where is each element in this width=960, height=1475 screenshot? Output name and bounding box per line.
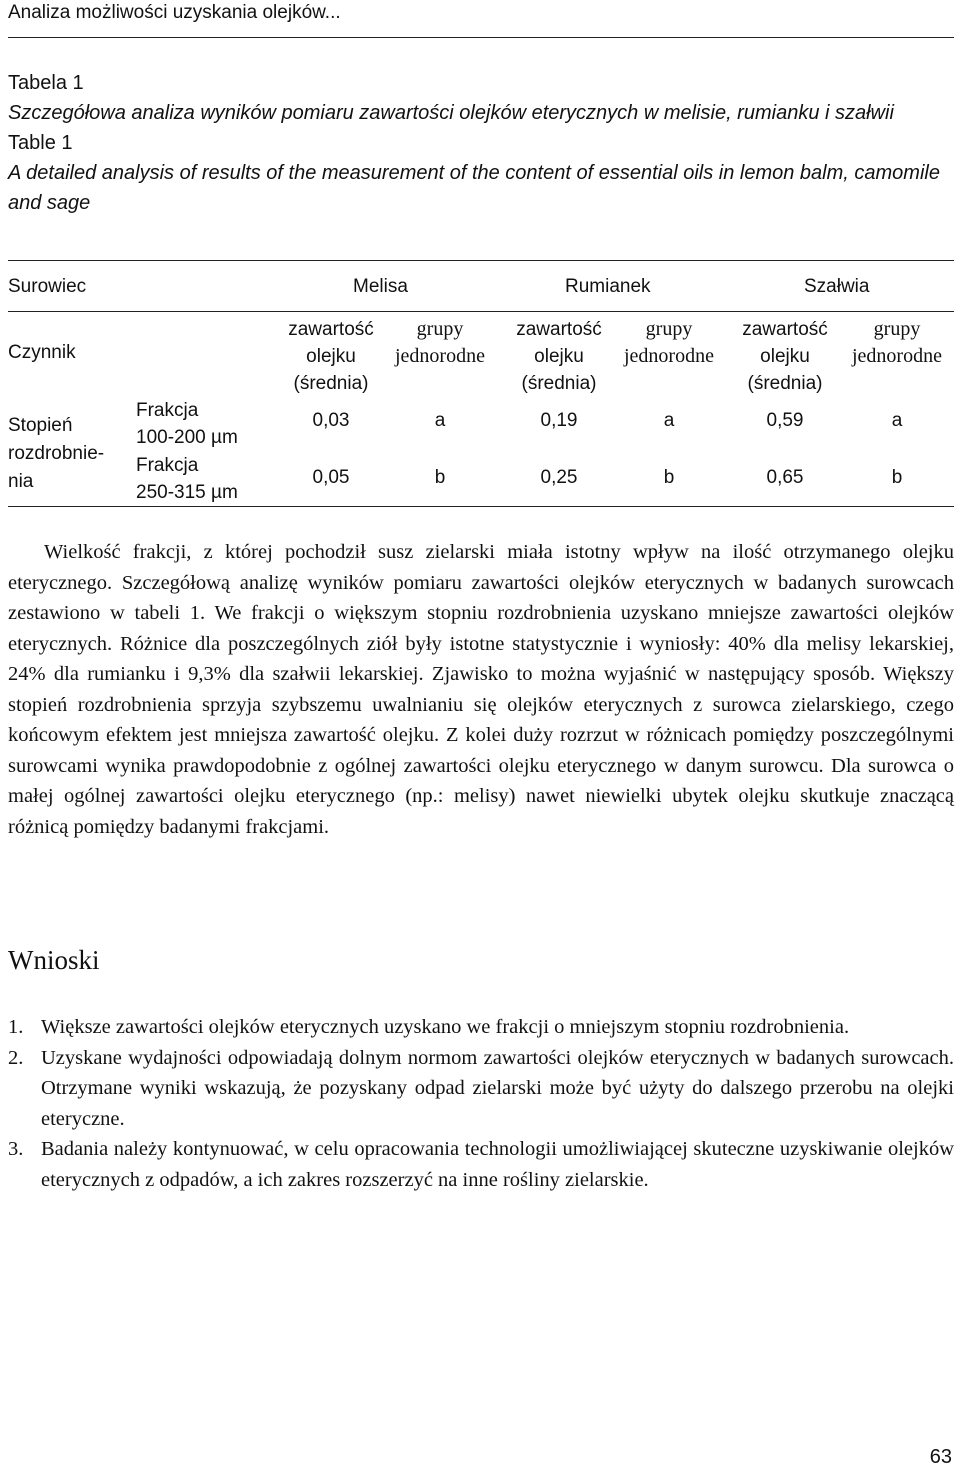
list-item-number: 1. — [8, 1016, 24, 1038]
table-cell: a — [434, 410, 446, 431]
table-cell: a — [663, 410, 675, 431]
header-rule — [8, 37, 954, 38]
results-table — [8, 260, 954, 508]
list-item-number: 3. — [8, 1138, 24, 1160]
results-discussion — [8, 537, 954, 842]
list-item — [8, 1043, 954, 1135]
row-factor-label: Stopień rozdrobnie- nia — [8, 415, 105, 492]
table-caption — [8, 68, 952, 218]
list-item — [8, 1012, 954, 1043]
col-header-rumianek: Rumianek — [565, 276, 651, 297]
running-header: Analiza możliwości uzyskania olejków... — [8, 2, 341, 23]
table-cell: 0,25 — [540, 467, 578, 488]
row-label-fraction-2: Frakcja 250-315 µm — [136, 455, 238, 503]
table-cell: 0,59 — [766, 410, 804, 431]
col-header-szalwia: Szałwia — [804, 276, 870, 297]
table-title-pl: Szczegółowa analiza wyników pomiaru zawartości olejków eterycznych w melisie, rumianku i szałwii — [8, 102, 894, 124]
col-header-melisa: Melisa — [353, 276, 408, 297]
table-label-en: Table 1 — [8, 132, 73, 154]
list-item-text: Badania należy kontynuować, w celu opracowania technologii umożliwiającej skuteczne uzyskiwanie olejków eterycznych z odpadów, a ich zakres rozszerzyć na inne rośliny zielarskie. — [41, 1138, 954, 1191]
page-number: 63 — [929, 1446, 952, 1468]
table-cell: b — [434, 467, 446, 488]
table-title-en: A detailed analysis of results of the measurement of the content of essential oils in lemon balm, camomile and sage — [8, 162, 940, 214]
table-top-rule — [8, 260, 954, 261]
table-cell: 0,05 — [312, 467, 350, 488]
list-item-number: 2. — [8, 1046, 24, 1069]
list-item-text: Uzyskane wydajności odpowiadają dolnym normom zawartości olejków eterycznych w badanych surowcach. Otrzymane wyniki wskazują, że pozyskany odpad zielarski może być użyty do dalszego przerobu na olejki eteryczne. — [41, 1046, 954, 1130]
table-cell: b — [891, 467, 903, 488]
section-heading-conclusions: Wnioski — [8, 945, 100, 975]
subheader-groups-szalwia: grupy jednorodne — [852, 318, 942, 367]
subheader-groups-rumianek: grupy jednorodne — [624, 318, 714, 367]
table-cell: 0,03 — [312, 410, 350, 431]
conclusions-list — [8, 1012, 954, 1195]
list-item-text: Większe zawartości olejków eterycznych uzyskano we frakcji o mniejszym stopniu rozdrobnienia. — [41, 1016, 850, 1038]
row-label-fraction-1: Frakcja 100-200 µm — [136, 400, 238, 448]
list-item — [8, 1134, 954, 1195]
subheader-content-szalwia: zawartość olejku (średnia) — [742, 319, 828, 394]
subheader-groups-melisa: grupy jednorodne — [395, 318, 485, 367]
body-paragraph: Wielkość frakcji, z której pochodził susz zielarski miała istotny wpływ na ilość otrzymanego olejku eterycznego. Szczegółową analizę wyników pomiaru zawartości olejków eterycznych w badanych surowcach zestawiono w tabeli 1. We frakcji o większym stopniu rozdrobnienia uzyskano mniejsze zawartości olejków eterycznych. Różnice dla poszczególnych ziół były istotne statystycznie i wyniosły: 40% dla melisy lekarskiej, 24% dla rumianku i 9,3% dla szałwii lekarskiej. Zjawisko to można wyjaśnić w następujący sposób. Większy stopień rozdrobnienia sprzyja szybszemu uwalnianiu się olejków eterycznych z surowca zielarskiego, czego końcowym efektem jest mniejsza zawartość olejku. Z kolei duży rozrzut w różnicach pomiędzy poszczególnymi surowcami wynika prawdopodobnie z ogólnej zawartości olejku eterycznego w danym surowcu. Dla surowca o małej ogólnej zawartości olejku eterycznego (np.: melisy) nawet niewielki ubytek olejku skutkuje znaczącą różnicą pomiędzy badanymi frakcjami. — [8, 541, 954, 838]
table-cell: 0,19 — [540, 410, 578, 431]
table-bottom-rule — [8, 506, 954, 507]
subheader-content-melisa: zawartość olejku (średnia) — [288, 319, 374, 394]
col-header-czynnik: Czynnik — [8, 342, 76, 363]
table-label-pl: Tabela 1 — [8, 72, 84, 94]
table-cell: a — [891, 410, 903, 431]
subheader-content-rumianek: zawartość olejku (średnia) — [516, 319, 602, 394]
table-cell: b — [663, 467, 675, 488]
table-cell: 0,65 — [766, 467, 804, 488]
table-header-rule — [8, 311, 954, 312]
col-header-surowiec: Surowiec — [8, 276, 87, 297]
